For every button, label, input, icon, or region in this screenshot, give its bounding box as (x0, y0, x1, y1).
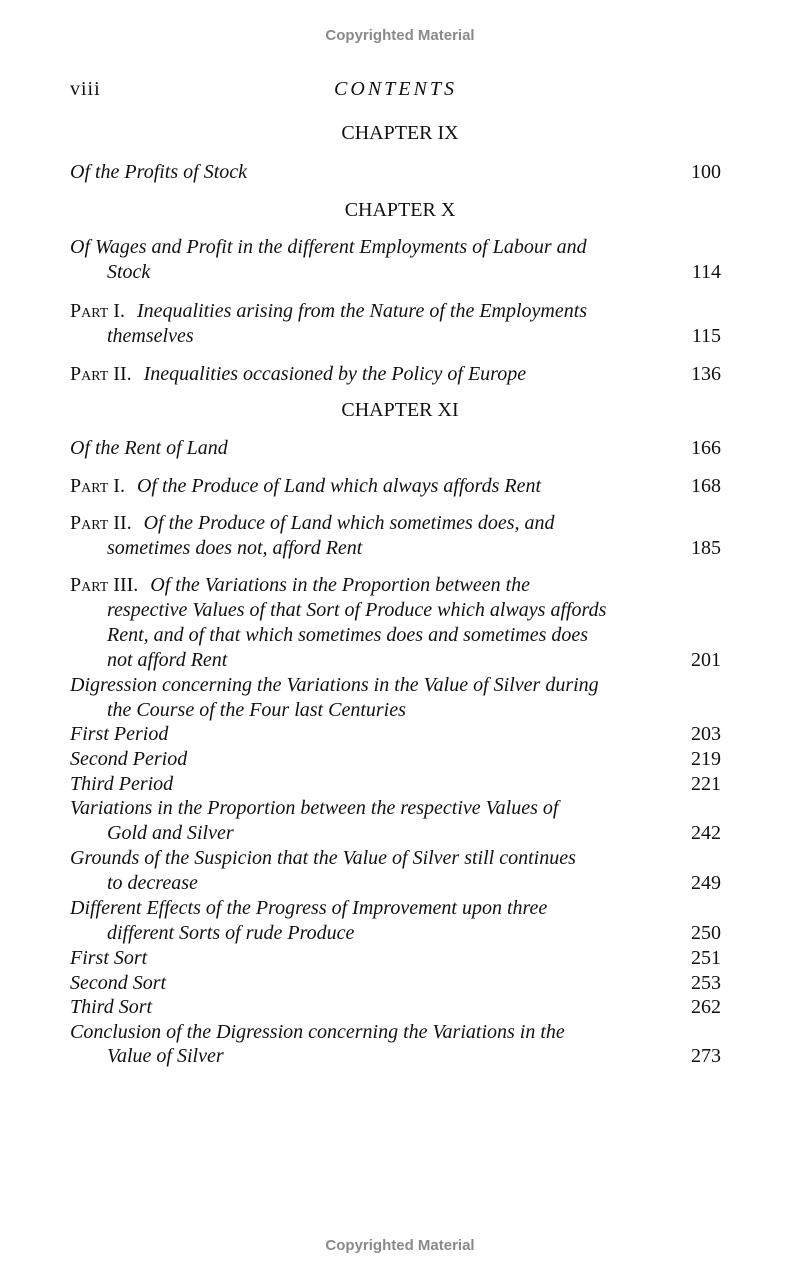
chapter-heading-x: CHAPTER X (344, 199, 456, 221)
toc-entry-gold-and-silver: Variations in the Proportion between the respective Values of (70, 797, 559, 819)
toc-page-number: 262 (691, 996, 721, 1018)
toc-entry-conclusion: Conclusion of the Digression concerning the Variations in the (70, 1021, 565, 1043)
toc-page-number: 114 (691, 261, 721, 283)
toc-entry-suspicion: Grounds of the Suspicion that the Value of Silver still continues (70, 847, 576, 869)
toc-page-number: 249 (691, 872, 721, 894)
toc-entry-suspicion-cont: to decrease (107, 872, 198, 894)
part-title: Inequalities arising from the Nature of the Employments (136, 300, 588, 322)
toc-entry-different-effects: Different Effects of the Progress of Improvement upon three (70, 897, 548, 919)
part-label: Part I. (70, 475, 125, 497)
toc-entry-part-ii-policy-of-europe (70, 362, 721, 387)
toc-page-number: 136 (691, 363, 721, 385)
part-label: Part II. (70, 363, 132, 385)
toc-page-number: 166 (691, 437, 721, 459)
toc-entry-part-ii-produce-sometimes-cont: sometimes does not, afford Rent (107, 537, 363, 559)
toc-entry-second-sort: Second Sort (70, 972, 167, 994)
part-title: Of the Produce of Land which sometimes does, and (143, 512, 555, 534)
toc-entry-part-i-inequalities (70, 299, 721, 324)
toc-entry-part-iii-variations (70, 573, 721, 598)
toc-entry-first-period: First Period (70, 723, 169, 745)
toc-page-number: 168 (691, 475, 721, 497)
toc-entry-wages-and-profit-cont: Stock (107, 261, 151, 283)
toc-entry-part-ii-produce-sometimes (70, 511, 721, 536)
toc-page-number: 253 (691, 972, 721, 994)
page-folio: viii (70, 78, 101, 100)
toc-page-number: 251 (691, 947, 721, 969)
toc-entry-digression-cont: the Course of the Four last Centuries (107, 699, 406, 721)
toc-page-number: 273 (691, 1045, 721, 1067)
part-label: Part III. (70, 574, 139, 596)
part-label: Part I. (70, 300, 125, 322)
toc-entry-conclusion-cont: Value of Silver (107, 1045, 224, 1067)
toc-entry-part-iii-variations-cont: not afford Rent (107, 649, 228, 671)
watermark-bottom: Copyrighted Material (325, 1237, 475, 1254)
toc-entry-profits-of-stock: Of the Profits of Stock (70, 161, 248, 183)
toc-page-number: 221 (691, 773, 721, 795)
chapter-heading-xi: CHAPTER XI (341, 399, 459, 421)
toc-entry-part-i-inequalities-cont: themselves (107, 325, 194, 347)
toc-entry-third-period: Third Period (70, 773, 174, 795)
toc-entry-first-sort: First Sort (70, 947, 148, 969)
toc-entry-third-sort: Third Sort (70, 996, 153, 1018)
toc-page-number: 242 (691, 822, 721, 844)
toc-page-number: 219 (691, 748, 721, 770)
toc-page-number: 250 (691, 922, 721, 944)
toc-entry-digression: Digression concerning the Variations in the Value of Silver during (70, 674, 599, 696)
running-title: CONTENTS (334, 78, 457, 100)
toc-page-number: 201 (691, 649, 721, 671)
part-title: Of the Variations in the Proportion between the (150, 574, 531, 596)
toc-entry-different-effects-cont: different Sorts of rude Produce (107, 922, 355, 944)
toc-entry-part-i-produce-always (70, 474, 721, 499)
toc-page-number: 203 (691, 723, 721, 745)
toc-entry-part-iii-variations-cont: respective Values of that Sort of Produce which always affords (107, 599, 607, 621)
watermark-top: Copyrighted Material (325, 27, 475, 44)
toc-page-number: 115 (691, 325, 721, 347)
toc-page-number: 185 (691, 537, 721, 559)
toc-entry-rent-of-land: Of the Rent of Land (70, 437, 228, 459)
chapter-heading-ix: CHAPTER IX (341, 122, 459, 144)
toc-page-number: 100 (691, 161, 721, 183)
toc-entry-part-iii-variations-cont: Rent, and of that which sometimes does and sometimes does (107, 624, 589, 646)
toc-entry-wages-and-profit: Of Wages and Profit in the different Employments of Labour and (70, 236, 587, 258)
toc-entry-second-period: Second Period (70, 748, 188, 770)
toc-entry-gold-and-silver-cont: Gold and Silver (107, 822, 234, 844)
running-head (70, 78, 721, 104)
part-label: Part II. (70, 512, 132, 534)
part-title: Inequalities occasioned by the Policy of Europe (143, 363, 527, 385)
part-title: Of the Produce of Land which always affords Rent (136, 475, 541, 497)
